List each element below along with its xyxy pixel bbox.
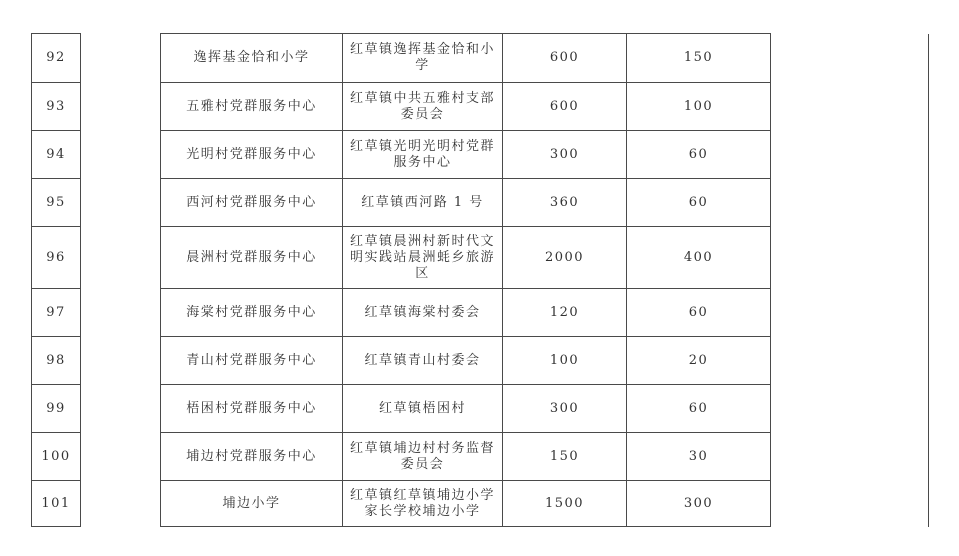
- site-area: 360: [503, 179, 627, 227]
- site-address: 红草镇光明光明村党群服务中心: [343, 131, 503, 179]
- site-capacity: 20: [627, 337, 771, 385]
- site-area: 100: [503, 337, 627, 385]
- site-address: 红草镇中共五雅村支部委员会: [343, 83, 503, 131]
- site-address: 红草镇逸挥基金恰和小学: [343, 34, 503, 83]
- site-capacity: 60: [627, 179, 771, 227]
- site-name: 梧困村党群服务中心: [161, 385, 343, 433]
- row-number: 99: [32, 385, 81, 433]
- site-area: 300: [503, 131, 627, 179]
- site-area: 1500: [503, 481, 627, 527]
- site-area: 2000: [503, 227, 627, 289]
- shelter-table-container: [31, 33, 929, 527]
- site-name: 晨洲村党群服务中心: [161, 227, 343, 289]
- row-number: 95: [32, 179, 81, 227]
- site-address: 红草镇海棠村委会: [343, 289, 503, 337]
- remarks-cell: [771, 34, 929, 527]
- site-name: 海棠村党群服务中心: [161, 289, 343, 337]
- site-area: 120: [503, 289, 627, 337]
- site-area: 150: [503, 433, 627, 481]
- site-name: 青山村党群服务中心: [161, 337, 343, 385]
- site-capacity: 60: [627, 289, 771, 337]
- site-area: 600: [503, 34, 627, 83]
- site-name: 光明村党群服务中心: [161, 131, 343, 179]
- district-cell: [81, 34, 161, 527]
- site-capacity: 60: [627, 385, 771, 433]
- row-number: 97: [32, 289, 81, 337]
- site-address: 红草镇埔边村村务监督委员会: [343, 433, 503, 481]
- site-capacity: 30: [627, 433, 771, 481]
- row-number: 93: [32, 83, 81, 131]
- site-area: 300: [503, 385, 627, 433]
- site-capacity: 60: [627, 131, 771, 179]
- row-number: 100: [32, 433, 81, 481]
- site-name: 五雅村党群服务中心: [161, 83, 343, 131]
- row-number: 98: [32, 337, 81, 385]
- shelter-table: [31, 33, 929, 527]
- site-capacity: 300: [627, 481, 771, 527]
- row-number: 92: [32, 34, 81, 83]
- site-name: 逸挥基金恰和小学: [161, 34, 343, 83]
- site-capacity: 150: [627, 34, 771, 83]
- site-capacity: 100: [627, 83, 771, 131]
- site-area: 600: [503, 83, 627, 131]
- site-address: 红草镇红草镇埔边小学家长学校埔边小学: [343, 481, 503, 527]
- row-number: 94: [32, 131, 81, 179]
- site-name: 西河村党群服务中心: [161, 179, 343, 227]
- site-name: 埔边小学: [161, 481, 343, 527]
- row-number: 96: [32, 227, 81, 289]
- site-address: 红草镇梧困村: [343, 385, 503, 433]
- site-address: 红草镇西河路 1 号: [343, 179, 503, 227]
- row-number: 101: [32, 481, 81, 527]
- table-row: [32, 34, 929, 83]
- site-name: 埔边村党群服务中心: [161, 433, 343, 481]
- site-address: 红草镇青山村委会: [343, 337, 503, 385]
- site-address: 红草镇晨洲村新时代文明实践站晨洲蚝乡旅游区: [343, 227, 503, 289]
- site-capacity: 400: [627, 227, 771, 289]
